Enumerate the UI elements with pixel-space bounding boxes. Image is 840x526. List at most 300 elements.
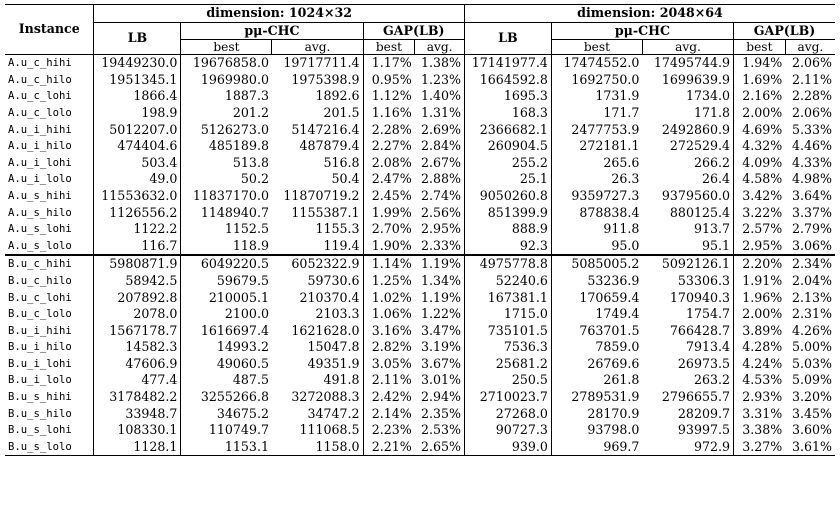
gap-best-value: 1.12% [371,88,412,104]
gap-best-value: 4.24% [742,355,783,371]
instance-name: B.u_c_lohi [5,290,94,307]
avg-value: 93997.5 [642,422,733,439]
instance-name: A.u_i_hihi [5,122,94,139]
avg-value: 272529.4 [642,138,733,155]
instance-name: A.u_s_lohi [5,221,94,238]
gap-best-value: 2.21% [363,439,415,456]
avg-value: 5147216.4 [272,122,363,139]
gap-avg-value: 2.06% [791,55,832,71]
gap-best-value: 2.00% [742,104,783,120]
best-value: 14993.2 [216,339,269,355]
best-value: 969.7 [551,439,642,456]
gap-best-value: 1.16% [371,104,412,120]
instance-name: A.u_s_hilo [5,205,94,222]
gap-avg-value: 2.11% [791,71,832,87]
avg-value: 170940.3 [642,290,733,307]
lb-value: 1695.3 [464,88,551,105]
lb-value: 3178482.2 [94,389,181,406]
avg-value: 26973.5 [642,356,733,373]
gap-best-value: 1.17% [371,55,412,71]
instance-name: B.u_i_lohi [5,356,94,373]
best-value: 265.6 [603,154,640,170]
gap-avg-value: 5.03% [791,355,832,371]
gap-best-value: 1.90% [363,238,415,256]
table-row [5,88,835,105]
lb-value: 2366682.1 [464,122,551,139]
best-value: 210005.1 [208,289,269,305]
best-value: 1731.9 [595,88,640,104]
lb-value: 2078.0 [94,306,181,323]
avg-value: 95.1 [642,238,733,256]
best-value: 9359727.3 [571,187,640,203]
gap-best-value: 3.42% [742,187,783,203]
avg-value: 34747.2 [272,406,363,423]
gap-best-value: 3.22% [742,204,783,220]
avg-value: 119.4 [272,238,363,256]
results-body [5,55,835,456]
instance-header: Instance [5,5,94,55]
lb-value: 477.4 [94,372,181,389]
gap-avg-value: 4.26% [791,322,832,338]
best-value: 1152.5 [224,221,269,237]
lb-value: 19449230.0 [94,55,181,72]
gap-avg-value: 5.00% [791,339,832,355]
instance-name: B.u_i_hilo [5,339,94,356]
gap-best-value: 2.47% [371,171,412,187]
best-value: 118.9 [181,238,272,256]
gap-avg-header: avg. [785,40,835,55]
gap-avg-value: 2.95% [415,221,465,238]
gap-best-value: 4.53% [742,372,783,388]
lb-value: 4975778.8 [464,255,551,273]
gap-best-value: 0.95% [371,71,412,87]
avg-value: 201.5 [272,105,363,122]
gap-best-value: 3.89% [742,322,783,338]
gap-best-value: 4.09% [742,154,783,170]
gap-avg-value: 4.98% [791,171,832,187]
best-value: 2477753.9 [571,121,640,137]
lb-header-2: LB [464,22,551,55]
best-value: 3255266.8 [200,389,269,405]
best-value: 171.7 [603,104,640,120]
gap-best-value: 2.11% [371,372,412,388]
gap-avg-value: 4.33% [791,154,832,170]
avg-value: 2796655.7 [642,389,733,406]
table-row [5,439,835,456]
gap-avg-value: 2.33% [415,238,465,256]
lb-value: 33948.7 [94,406,181,423]
avg-value: 1621628.0 [272,323,363,340]
gap-best-value: 2.95% [734,238,786,256]
lb-value: 27268.0 [464,406,551,423]
best-value: 1148940.7 [200,204,269,220]
gap-avg-value: 3.45% [791,405,832,421]
gap-best-value: 3.05% [371,355,412,371]
instance-name: B.u_i_lolo [5,372,94,389]
gap-best-value: 1.94% [742,55,783,71]
header-row-methods [5,22,835,40]
avg-value: 263.2 [642,372,733,389]
results-table [5,4,835,456]
instance-name: A.u_i_lohi [5,155,94,172]
lb-value: 116.7 [94,238,181,256]
avg-value: 913.7 [642,221,733,238]
best-value: 2100.0 [224,306,269,322]
avg-value: 2103.3 [272,306,363,323]
lb-value: 260904.5 [464,138,551,155]
best-value: 7859.0 [595,339,640,355]
lb-value: 5980871.9 [94,255,181,273]
gap-header-1: GAP(LB) [363,22,464,40]
lb-value: 52240.6 [464,273,551,290]
lb-header-1: LB [94,22,181,55]
lb-value: 198.9 [94,105,181,122]
gap-avg-value: 2.28% [791,88,832,104]
best-value: 487.5 [232,372,269,388]
gap-best-value: 2.00% [742,306,783,322]
gap-avg-value: 2.65% [415,439,465,456]
gap-best-value: 4.69% [742,121,783,137]
instance-name: A.u_i_hilo [5,138,94,155]
best-value: 26.3 [611,171,640,187]
avg-value: 28209.7 [642,406,733,423]
instance-name: B.u_c_hihi [5,255,94,273]
best-value: 34675.2 [216,405,269,421]
lb-value: 474404.6 [94,138,181,155]
gap-avg-value: 1.38% [415,55,465,72]
best-value: 261.8 [603,372,640,388]
table-row [5,422,835,439]
gap-best-value: 2.57% [742,221,783,237]
gap-best-value: 2.42% [371,389,412,405]
gap-avg-value: 1.19% [415,255,465,273]
best-value: 1887.3 [224,88,269,104]
instance-name: A.u_c_hilo [5,72,94,89]
best-value: 2789531.9 [571,389,640,405]
gap-best-value: 3.38% [742,422,783,438]
instance-name: B.u_s_lolo [5,439,94,456]
best-value: 1749.4 [595,306,640,322]
gap-avg-value: 3.47% [415,323,465,340]
best-value: 513.8 [232,154,269,170]
gap-avg-value: 5.09% [791,372,832,388]
avg-value: 3272088.3 [272,389,363,406]
gap-best-value: 1.02% [371,289,412,305]
best-value: 28170.9 [587,405,640,421]
lb-value: 167381.1 [464,290,551,307]
gap-best-value: 2.70% [371,221,412,237]
gap-avg-value: 1.19% [415,290,465,307]
gap-best-value: 3.16% [371,322,412,338]
gap-avg-header: avg. [415,40,465,55]
table-row [5,389,835,406]
gap-best-value: 2.23% [371,422,412,438]
gap-best-value: 1.99% [371,204,412,220]
gap-best-value: 2.14% [371,405,412,421]
table-row [5,171,835,188]
best-header: best [551,40,642,55]
lb-value: 851399.9 [464,205,551,222]
pmu-chc-header-1: pμ-CHC [181,22,363,40]
avg-value: 5092126.1 [642,255,733,273]
gap-avg-value: 1.40% [415,88,465,105]
gap-avg-value: 3.01% [415,372,465,389]
avg-value: 766428.7 [642,323,733,340]
best-header: best [181,40,272,55]
lb-value: 503.4 [94,155,181,172]
lb-value: 939.0 [464,439,551,456]
instance-name: B.u_s_hilo [5,406,94,423]
table-row [5,306,835,323]
best-value: 11837170.0 [192,187,269,203]
gap-avg-value: 2.67% [415,155,465,172]
gap-best-value: 1.14% [371,256,412,272]
table-row [5,188,835,205]
lb-value: 1715.0 [464,306,551,323]
gap-best-value: 1.96% [742,289,783,305]
table-row [5,406,835,423]
gap-best-header: best [363,40,415,55]
gap-avg-value: 2.56% [415,205,465,222]
table-row [5,238,835,256]
avg-value: 1699639.9 [642,72,733,89]
results-table-container [5,4,835,456]
gap-best-value: 2.27% [371,138,412,154]
avg-value: 880125.4 [642,205,733,222]
instance-name: A.u_c_hihi [5,55,94,72]
avg-value: 111068.5 [272,422,363,439]
instance-name: A.u_s_lolo [5,238,94,256]
avg-value: 487879.4 [272,138,363,155]
gap-best-value: 1.69% [742,71,783,87]
avg-value: 9379560.0 [642,188,733,205]
best-value: 6049220.5 [200,256,269,272]
lb-value: 5012207.0 [94,122,181,139]
lb-value: 888.9 [464,221,551,238]
avg-value: 50.4 [272,171,363,188]
best-value: 763701.5 [579,322,640,338]
lb-value: 1126556.2 [94,205,181,222]
avg-value: 19717711.4 [272,55,363,72]
best-value: 26769.6 [587,355,640,371]
gap-best-value: 2.16% [742,88,783,104]
gap-avg-value: 3.19% [415,339,465,356]
instance-name: B.u_c_lolo [5,306,94,323]
lb-value: 25681.2 [464,356,551,373]
gap-best-header: best [734,40,786,55]
best-value: 53236.9 [587,272,640,288]
best-value: 93798.0 [587,422,640,438]
avg-header: avg. [272,40,363,55]
avg-value: 2492860.9 [642,122,733,139]
gap-best-value: 4.58% [742,171,783,187]
table-row [5,122,835,139]
best-value: 17474552.0 [563,55,640,71]
avg-value: 972.9 [642,439,733,456]
gap-best-value: 1.06% [371,306,412,322]
table-row [5,55,835,72]
best-value: 19676858.0 [192,55,269,71]
gap-avg-value: 2.31% [791,306,832,322]
lb-value: 1866.4 [94,88,181,105]
lb-value: 2710023.7 [464,389,551,406]
avg-value: 7913.4 [642,339,733,356]
gap-avg-value: 2.79% [791,221,832,237]
gap-best-value: 2.45% [371,187,412,203]
gap-best-value: 1.25% [371,272,412,288]
gap-avg-value: 4.46% [791,138,832,154]
instance-name: B.u_s_hihi [5,389,94,406]
lb-value: 9050260.8 [464,188,551,205]
avg-value: 53306.3 [642,273,733,290]
table-row [5,273,835,290]
table-row [5,372,835,389]
instance-name: A.u_i_lolo [5,171,94,188]
best-value: 1153.1 [181,439,272,456]
gap-avg-value: 3.37% [791,204,832,220]
lb-value: 1951345.1 [94,72,181,89]
header-row-dimensions [5,5,835,23]
avg-value: 17495744.9 [642,55,733,72]
gap-best-value: 2.08% [371,154,412,170]
lb-value: 255.2 [464,155,551,172]
avg-value: 491.8 [272,372,363,389]
gap-avg-value: 1.34% [415,273,465,290]
gap-avg-value: 2.35% [415,406,465,423]
table-row [5,138,835,155]
gap-avg-value: 2.88% [415,171,465,188]
gap-avg-value: 2.53% [415,422,465,439]
lb-value: 207892.8 [94,290,181,307]
instance-name: B.u_i_hihi [5,323,94,340]
lb-value: 90727.3 [464,422,551,439]
lb-value: 49.0 [94,171,181,188]
instance-name: A.u_c_lohi [5,88,94,105]
gap-header-2: GAP(LB) [734,22,835,40]
best-value: 5085005.2 [571,256,640,272]
avg-header: avg. [642,40,733,55]
table-row [5,205,835,222]
dimension-2-header: dimension: 2048×64 [464,5,835,23]
avg-value: 266.2 [642,155,733,172]
lb-value: 25.1 [464,171,551,188]
lb-value: 250.5 [464,372,551,389]
best-value: 170659.4 [579,289,640,305]
avg-value: 171.8 [642,105,733,122]
best-value: 201.2 [232,104,269,120]
table-row [5,155,835,172]
gap-avg-value: 2.94% [415,389,465,406]
instance-name: A.u_c_lolo [5,105,94,122]
best-value: 50.2 [240,171,269,187]
lb-value: 92.3 [464,238,551,256]
best-value: 1969980.0 [200,71,269,87]
avg-value: 1892.6 [272,88,363,105]
avg-value: 1975398.9 [272,72,363,89]
instance-name: A.u_s_hihi [5,188,94,205]
avg-value: 15047.8 [272,339,363,356]
gap-best-value: 3.31% [742,405,783,421]
lb-value: 1128.1 [94,439,181,456]
table-row [5,356,835,373]
gap-best-value: 3.27% [734,439,786,456]
lb-value: 108330.1 [94,422,181,439]
best-value: 878838.4 [579,204,640,220]
lb-value: 1664592.8 [464,72,551,89]
gap-avg-value: 2.04% [791,272,832,288]
gap-avg-value: 5.33% [791,121,832,137]
lb-value: 168.3 [464,105,551,122]
lb-value: 47606.9 [94,356,181,373]
gap-avg-value: 2.74% [415,188,465,205]
lb-value: 7536.3 [464,339,551,356]
best-value: 49060.5 [216,355,269,371]
avg-value: 1158.0 [272,439,363,456]
gap-avg-value: 1.22% [415,306,465,323]
best-value: 95.0 [551,238,642,256]
best-value: 911.8 [603,221,640,237]
avg-value: 6052322.9 [272,255,363,273]
avg-value: 210370.4 [272,290,363,307]
lb-value: 17141977.4 [464,55,551,72]
avg-value: 516.8 [272,155,363,172]
best-value: 272181.1 [579,138,640,154]
lb-value: 1567178.7 [94,323,181,340]
gap-avg-value: 1.23% [415,72,465,89]
gap-avg-value: 2.84% [415,138,465,155]
gap-avg-value: 2.69% [415,122,465,139]
gap-best-value: 4.28% [742,339,783,355]
lb-value: 11553632.0 [94,188,181,205]
gap-avg-value: 2.13% [791,289,832,305]
pmu-chc-header-2: pμ-CHC [551,22,733,40]
lb-value: 735101.5 [464,323,551,340]
gap-avg-value: 1.31% [415,105,465,122]
avg-value: 11870719.2 [272,188,363,205]
gap-avg-value: 3.64% [791,187,832,203]
gap-best-value: 1.91% [742,272,783,288]
instance-name: B.u_s_lohi [5,422,94,439]
avg-value: 26.4 [642,171,733,188]
gap-avg-value: 3.67% [415,356,465,373]
gap-best-value: 4.32% [742,138,783,154]
avg-value: 1155.3 [272,221,363,238]
gap-avg-value: 3.60% [791,422,832,438]
gap-best-value: 2.82% [371,339,412,355]
gap-avg-value: 3.61% [785,439,835,456]
best-value: 5126273.0 [200,121,269,137]
avg-value: 49351.9 [272,356,363,373]
table-row [5,323,835,340]
table-row [5,72,835,89]
lb-value: 14582.3 [94,339,181,356]
avg-value: 59730.6 [272,273,363,290]
gap-avg-value: 3.20% [791,389,832,405]
gap-best-value: 2.20% [742,256,783,272]
table-row [5,221,835,238]
instance-name: B.u_c_hilo [5,273,94,290]
lb-value: 1122.2 [94,221,181,238]
avg-value: 1754.7 [642,306,733,323]
gap-avg-value: 3.06% [785,238,835,256]
table-row [5,255,835,273]
gap-best-value: 2.93% [742,389,783,405]
gap-avg-value: 2.06% [791,104,832,120]
gap-avg-value: 2.34% [791,256,832,272]
table-row [5,339,835,356]
best-value: 110749.7 [208,422,269,438]
gap-best-value: 2.28% [371,121,412,137]
